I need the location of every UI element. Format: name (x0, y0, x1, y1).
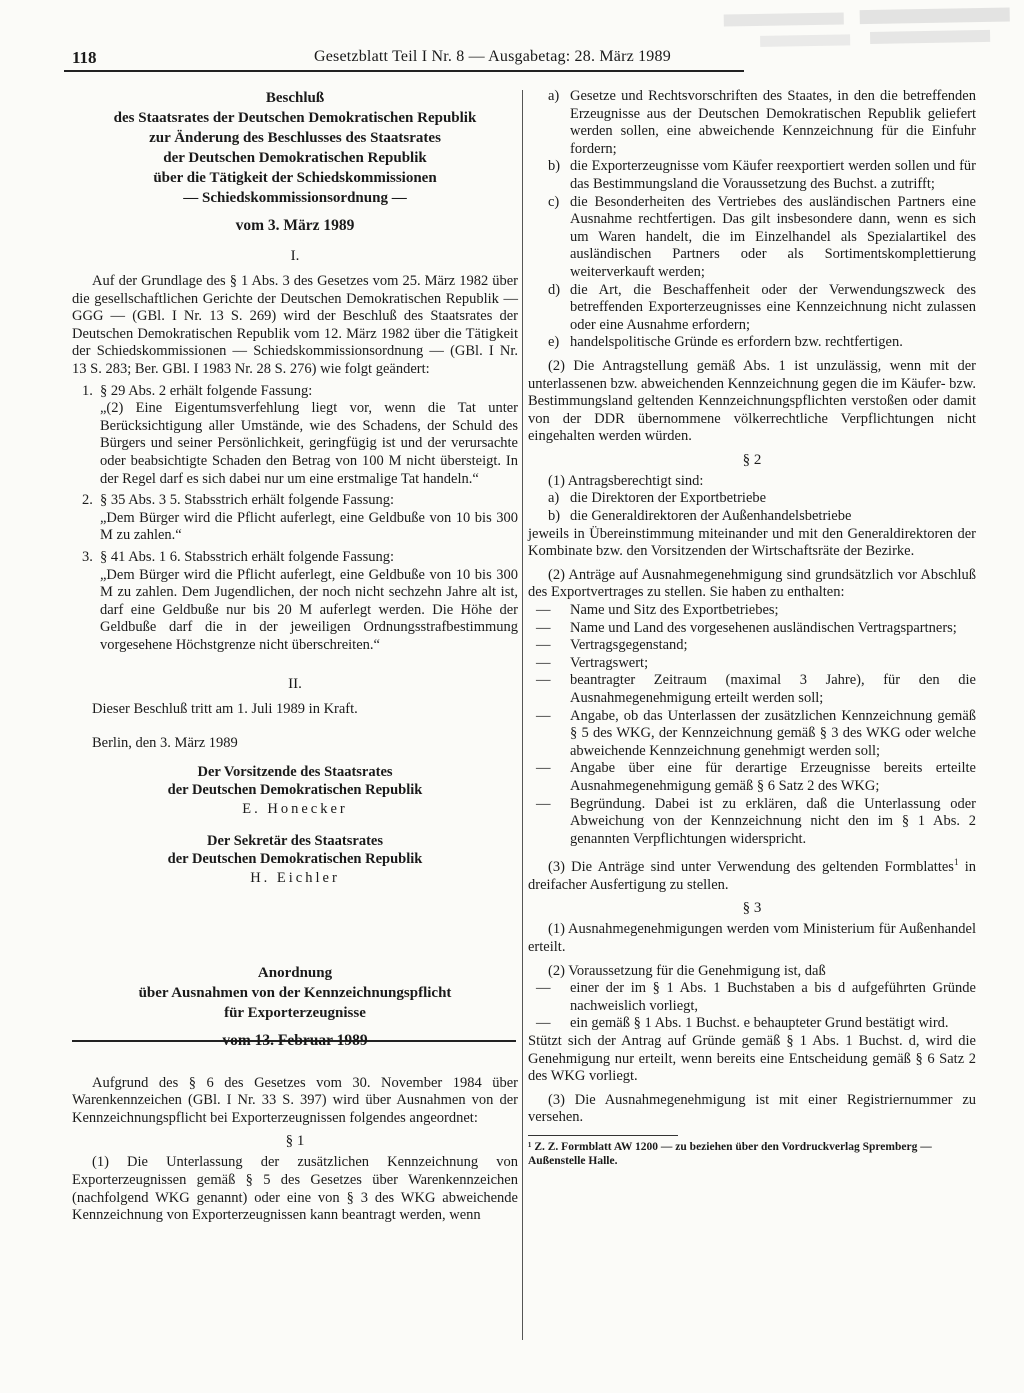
column-divider (522, 90, 523, 1340)
decision-heading-line: Beschluß (265, 90, 325, 106)
list-label: b) (548, 158, 561, 175)
list-text: die Art, die Beschaffenheit oder der Verwendungszweck des betreffenden Exporterzeugnisses eine Kennzeichnung nicht zulassen oder eine Ausnahme erfordern; (570, 281, 976, 333)
list-label: d) (548, 281, 561, 298)
decision-heading-line: zur Änderung des Beschlusses des Staatsrates (149, 130, 441, 146)
amendment-title: § 41 Abs. 1 6. Stabsstrich erhält folgende Fassung: (100, 548, 395, 565)
order-date: vom 13. Februar 1989 (222, 1031, 368, 1049)
list-text: die Direktoren der Exportbetriebe (570, 490, 767, 507)
dash-item: — Name und Sitz des Exportbetriebes; (528, 602, 976, 620)
dash-text: ein gemäß § 1 Abs. 1 Buchst. e behaupteter Grund bestätigt wird. (570, 1015, 949, 1032)
dash-text: Vertragsgegenstand; (570, 637, 688, 654)
left-column (72, 88, 518, 1225)
section-3-paragraph-2: (2) Voraussetzung für die Genehmigung ist, daß (548, 962, 826, 979)
amendment-title: § 35 Abs. 3 5. Stabsstrich erhält folgende Fassung: (100, 492, 395, 509)
decision-heading-line: — Schiedskommissionsordnung — (183, 190, 407, 206)
order-heading (72, 963, 518, 1051)
section-3-paragraph-3: (3) Die Ausnahmegenehmigung ist mit einer Registriernummer zu versehen. (528, 1091, 976, 1126)
dash-item: — Vertragswert; (528, 655, 976, 673)
list-text: handelspolitische Gründe es erfordern bzw. rechtfertigen. (570, 334, 903, 351)
footnote-marker: 1 (953, 857, 959, 868)
dash-item: — Name und Land des vorgesehenen ausländischen Vertragspartners; (528, 620, 976, 638)
stamp-graphic (720, 3, 1021, 58)
order-heading-line: Anordnung (257, 964, 333, 981)
place-date: Berlin, den 3. März 1989 (92, 735, 238, 752)
section-2-paragraph-3: (3) Die Anträge sind unter Verwendung des geltenden Formblattes$^1$ in dreifacher Ausfertigung zu stellen. (528, 857, 976, 893)
section-3-paragraph-1: (1) Ausnahmegenehmigungen werden vom Ministerium für Außenhandel erteilt. (528, 921, 976, 955)
dash-item: — Vertragsgegenstand; (528, 637, 976, 655)
list-item (528, 334, 976, 352)
footnote-rule (528, 1135, 678, 1136)
list-text: Gesetze und Rechtsvorschriften des Staates, in den die betreffenden Erzeugnisse aus der Deutschen Demokratischen Republik geliefert werden sollen, eine abweichende Kennzeichnung für die Einfuhr fordern; (570, 88, 976, 157)
amendment-title: § 29 Abs. 2 erhält folgende Fassung: (100, 382, 313, 399)
page-header (64, 42, 744, 72)
decision-date: vom 3. März 1989 (235, 217, 355, 234)
roman-numeral-ii: II. (288, 676, 302, 693)
list-text: die Generaldirektoren der Außenhandelsbetriebe (570, 508, 852, 525)
library-stamp (720, 3, 1021, 60)
amendment-number: 2. (82, 492, 93, 509)
list-item (528, 282, 976, 335)
list-text: die Besonderheiten des Vertriebes des ausländischen Partners eine Ausnahme rechtfertigen. Das gilt insbesondere dann, wenn es sich um Waren handelt, die im Einzelhandel als Spezialartikel des ausländischen Partners oder als Sortimentskomplettierung weiterverkauft werden; (570, 193, 976, 280)
effective-date-text: Dieser Beschluß tritt am 1. Juli 1989 in Kraft. (92, 701, 358, 718)
list-label: a) (548, 88, 560, 104)
dash-text: Angabe, ob das Unterlassen der zusätzlichen Kennzeichnung gemäß § 5 des WKG, der Kennzeichnung gemäß § 3 des WKG oder welche abweichende Kennzeichnung genehmigt werden soll; (570, 707, 976, 759)
amendment-text: „Dem Bürger wird die Pflicht auferlegt, eine Geldbuße von 10 bis 300 M zu zahlen.“ (100, 509, 518, 544)
dash-item: — Begründung. Dabei ist zu erklären, daß die Unterlassung oder Abweichung von der Kennzeichnung nicht den im § 1 Abs. 2 genannten Verpflichtungen widerspricht. (536, 795, 976, 847)
dash-item: — einer der im § 1 Abs. 1 Buchstaben a bis d aufgeführten Gründe nachweislich vorliegt, (536, 980, 976, 1014)
signature-title-line: Der Sekretär des Staatsrates (207, 832, 383, 849)
header-rule (64, 70, 744, 72)
dash-text: einer der im § 1 Abs. 1 Buchstaben a bis d aufgeführten Gründe nachweislich vorliegt, (570, 980, 976, 1014)
list-item (528, 88, 976, 158)
decision-heading-line: des Staatsrates der Deutschen Demokratischen Republik (113, 110, 477, 126)
section-2-paragraph-1-continued: jeweils in Übereinstimmung miteinander und mit den Generaldirektoren der Kombinate bzw. den Vorsitzenden der Wirtschaftsräte der Bezirke. (528, 525, 976, 560)
signature-title-line: Der Vorsitzende des Staatsrates (197, 763, 393, 780)
decision-heading-line: über die Tätigkeit der Schiedskommissionen (153, 170, 437, 186)
dash-text: Begründung. Dabei ist zu erklären, daß die Unterlassung oder Abweichung von der Kennzeichnung nicht den im § 1 Abs. 2 genannten Verpflichtungen widerspricht. (570, 795, 976, 847)
section-2-title: § 2 (742, 451, 762, 468)
list-label: b) (548, 508, 561, 525)
right-column (528, 88, 976, 1168)
amendment-2 (72, 492, 518, 510)
dash-text: beantragter Zeitraum (maximal 3 Jahre), für den die Ausnahmegenehmigung erteilt werden soll; (570, 672, 976, 706)
dash-item: — Angabe, ob das Unterlassen der zusätzlichen Kennzeichnung gemäß § 5 des WKG, der Kennzeichnung gemäß § 3 des WKG oder welche abweichende Kennzeichnung genehmigt werden soll; (536, 707, 976, 759)
dash-text: Name und Sitz des Exportbetriebes; (570, 602, 779, 619)
signature-title (72, 832, 518, 868)
dash-text: Angabe über eine für derartige Erzeugnisse bereits erteilte Ausnahmegenehmigung gemäß § 6 Satz 2 des WKG; (570, 760, 976, 794)
section-2-paragraph-1: (1) Antragsberechtigt sind: (548, 472, 704, 489)
list-item (528, 158, 976, 193)
section-2-paragraph-2: (2) Anträge auf Ausnahmegenehmigung sind grundsätzlich vor Abschluß des Exportvertrages zu stellen. Sie haben zu enthalten: (528, 566, 976, 601)
decision-intro: Auf der Grundlage des § 1 Abs. 3 des Gesetzes vom 25. März 1982 über die gesellschaftlichen Gerichte der Deutschen Demokratischen Republik — GGG — (GBl. I Nr. 13 S. 269) wird der Beschluß des Staatsrates der Deutschen Demokratischen Republik vom 12. März 1982 über die Tätigkeit der Schiedskommissionen — Schiedskommissionsordnung — (GBl. I Nr. 13 S. 283; Ber. GBl. I 1983 Nr. 28 S. 276) wie folgt geändert: (72, 273, 518, 377)
section-3-paragraph-2-continued: Stützt sich der Antrag auf Gründe gemäß § 1 Abs. 1 Buchst. d, wird die Genehmigung nur erteilt, wenn bereits eine Entscheidung gemäß § 6 Satz 2 des WKG vorliegt. (528, 1032, 976, 1085)
signature-title-line: der Deutschen Demokratischen Republik (167, 850, 423, 867)
order-heading-line: über Ausnahmen von der Kennzeichnungspflicht (138, 984, 452, 1001)
dash-item: — beantragter Zeitraum (maximal 3 Jahre), für den die Ausnahmegenehmigung erteilt werden soll; (536, 672, 976, 706)
list-item (528, 490, 976, 508)
order-intro: Aufgrund des § 6 des Gesetzes vom 30. November 1984 über Warenkennzeichen (GBl. I Nr. 33 S. 397) wird über Ausnahmen von der Kennzeichnungspflicht bei Exporterzeugnissen folgendes angeordnet: (72, 1074, 518, 1126)
amendment-text: „(2) Eine Eigentumsverfehlung liegt vor, wenn die Tat unter Berücksichtigung aller Umstände, wie des Schadens, der Schuld des Bürgers und seiner Persönlichkeit, geringfügig ist und der verursachte oder beabsichtigte Schaden den Betrag von 100 M nicht übersteigt. In der Regel darf es sich dabei nur um eine erstmalige Tat handeln.“ (100, 400, 518, 487)
amendment-text: „Dem Bürger wird die Pflicht auferlegt, eine Geldbuße von 10 bis 300 M zu zahlen. Dem Jugendlichen, der noch nicht sechzehn Jahre alt ist, darf eine Geldbuße nur bis 20 M auferlegt werden. Die Höhe der Geldbuße darf die in der jeweiligen Ordnungsstrafbestimmung vorgesehene Höchstgrenze nicht überschreiten.“ (100, 566, 518, 653)
list-item (528, 508, 976, 526)
decision-heading (72, 88, 518, 236)
signature-name: E. Honecker (242, 800, 348, 817)
amendment-3 (72, 549, 518, 567)
amendment-number: 3. (82, 548, 93, 565)
running-title: Gesetzblatt Teil I Nr. 8 — Ausgabetag: 28. März 1989 (314, 48, 671, 65)
footnote: ¹ Z. Z. Formblatt AW 1200 — zu beziehen über den Vordruckverlag Spremberg — Außenstelle Halle. (528, 1140, 932, 1167)
dash-item: — ein gemäß § 1 Abs. 1 Buchst. e behaupteter Grund bestätigt wird. (528, 1015, 976, 1033)
order-heading-line: für Exporterzeugnisse (224, 1004, 366, 1021)
section-1-title: § 1 (285, 1133, 305, 1150)
page-number: 118 (72, 48, 97, 67)
list-text: die Exporterzeugnisse vom Käufer reexportiert werden sollen und für das Bestimmungsland die Voraussetzung des Buchst. a zutrifft; (570, 158, 976, 192)
list-label: c) (548, 193, 560, 210)
section-3-title: § 3 (742, 900, 762, 917)
dash-text: Name und Land des vorgesehenen ausländischen Vertragspartners; (570, 619, 957, 636)
section-1-paragraph-1: (1) Die Unterlassung der zusätzlichen Kennzeichnung von Exporterzeugnissen gemäß § 5 des Gesetzes über Warenkennzeichen (nachfolgend WKG genannt) oder eine von § 3 des WKG abweichende Kennzeichnung von Exporterzeugnissen kann beantragt werden, wenn (72, 1154, 518, 1224)
amendment-1 (72, 383, 518, 401)
list-label: e) (548, 334, 560, 351)
amendment-number: 1. (82, 382, 93, 399)
signature-title-line: der Deutschen Demokratischen Republik (167, 781, 423, 798)
roman-numeral-i: I. (290, 248, 300, 264)
dash-item: — Angabe über eine für derartige Erzeugnisse bereits erteilte Ausnahmegenehmigung gemäß § 6 Satz 2 des WKG; (536, 760, 976, 794)
dash-text: Vertragswert; (570, 654, 649, 671)
list-item (528, 194, 976, 282)
signature-name: H. Eichler (250, 869, 340, 886)
section-1-paragraph-2: (2) Die Antragstellung gemäß Abs. 1 ist unzulässig, wenn mit der unterlassenen bzw. abweichenden Kennzeichnung gegen die im Käufer- bzw. Bestimmungsland geltenden Kennzeichnungspflichten verstoßen oder damit von der DDR übernommene völkerrechtliche Verpflichtungen nicht eingehalten werden würden. (528, 357, 976, 445)
signature-title (72, 763, 518, 799)
list-label: a) (548, 490, 560, 507)
decision-heading-line: der Deutschen Demokratischen Republik (163, 150, 427, 166)
